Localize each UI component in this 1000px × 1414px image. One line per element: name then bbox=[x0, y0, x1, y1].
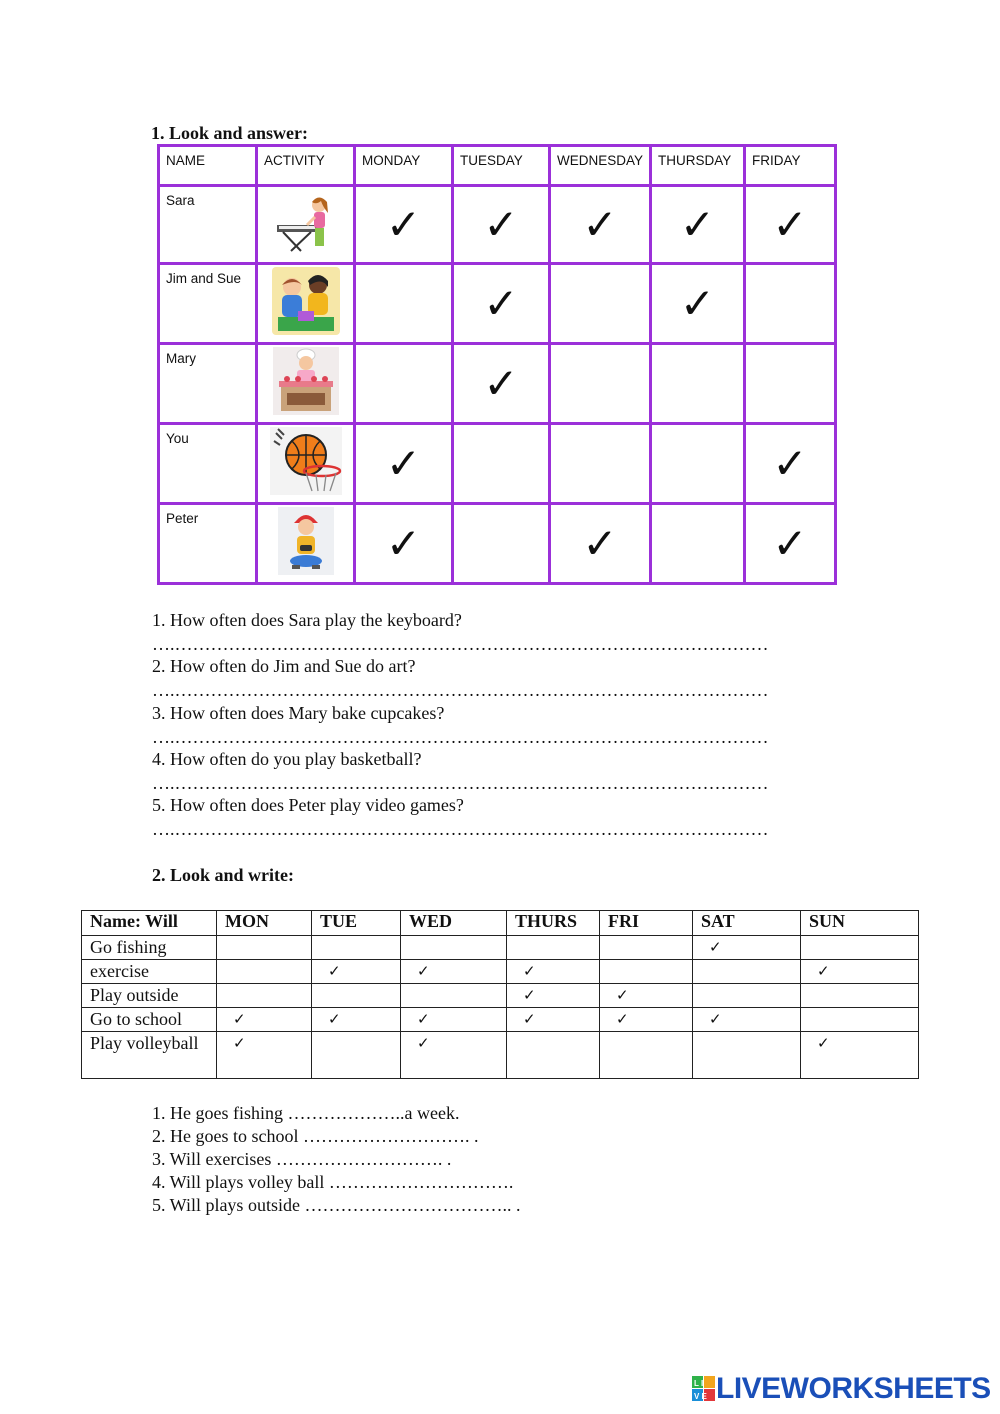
question-4: 4. How often do you play basketball? bbox=[152, 749, 422, 769]
check-thursday bbox=[651, 344, 745, 424]
check-icon: ✓ bbox=[385, 518, 422, 568]
check-icon: ✓ bbox=[483, 278, 519, 328]
col-header: THURSDAY bbox=[651, 146, 745, 186]
question-5: 5. How often does Peter play video games? bbox=[152, 795, 464, 815]
check-icon: ✓ bbox=[417, 1010, 430, 1028]
row-name: You bbox=[159, 424, 257, 504]
row-name: Mary bbox=[159, 344, 257, 424]
col-header: FRIDAY bbox=[745, 146, 836, 186]
check-icon: ✓ bbox=[233, 1034, 246, 1052]
will-schedule-table bbox=[81, 910, 919, 1079]
activity-cell: Go to school bbox=[82, 1008, 217, 1032]
day-cell bbox=[801, 960, 919, 984]
check-icon: ✓ bbox=[328, 962, 341, 980]
check-icon: ✓ bbox=[417, 1034, 430, 1052]
logo-badge-text: L I bbox=[694, 1379, 704, 1388]
day-cell bbox=[507, 1008, 600, 1032]
sentence-3[interactable]: 3. Will exercises ………………………. . bbox=[152, 1149, 452, 1169]
table-row bbox=[82, 960, 919, 984]
check-icon: ✓ bbox=[523, 986, 536, 1004]
check-monday bbox=[355, 344, 453, 424]
table-row bbox=[159, 424, 836, 504]
day-cell bbox=[401, 1032, 507, 1079]
col-header: FRI bbox=[600, 911, 693, 936]
check-friday bbox=[745, 504, 836, 584]
col-header: NAME bbox=[159, 146, 257, 186]
col-header: MON bbox=[217, 911, 312, 936]
day-cell bbox=[801, 1032, 919, 1079]
table-row bbox=[159, 344, 836, 424]
day-cell bbox=[693, 1032, 801, 1079]
check-icon: ✓ bbox=[709, 938, 722, 956]
check-icon: ✓ bbox=[616, 1010, 629, 1028]
activity-schedule-table bbox=[157, 144, 837, 585]
col-header: Name: Will bbox=[82, 911, 217, 936]
activity-cell: Go fishing bbox=[82, 936, 217, 960]
day-cell bbox=[600, 984, 693, 1008]
check-wednesday bbox=[550, 264, 651, 344]
answer-line-5[interactable]: ….……………………………………………………………………………………… bbox=[152, 819, 769, 839]
keyboard-player-icon bbox=[257, 186, 355, 264]
check-tuesday bbox=[453, 504, 550, 584]
day-cell bbox=[507, 1032, 600, 1079]
check-icon: ✓ bbox=[417, 962, 430, 980]
svg-text:V E: V E bbox=[694, 1392, 707, 1401]
check-icon: ✓ bbox=[817, 1034, 830, 1052]
basketball-icon bbox=[257, 424, 355, 504]
answer-line-2[interactable]: ….……………………………………………………………………………………… bbox=[152, 680, 769, 700]
check-icon: ✓ bbox=[483, 358, 519, 408]
day-cell bbox=[600, 960, 693, 984]
question-2: 2. How often do Jim and Sue do art? bbox=[152, 656, 416, 676]
answer-line-1[interactable]: ….……………………………………………………………………………………… bbox=[152, 634, 769, 654]
day-cell bbox=[217, 936, 312, 960]
check-tuesday bbox=[453, 264, 550, 344]
day-cell bbox=[507, 984, 600, 1008]
liveworksheets-logo[interactable] bbox=[692, 1372, 991, 1406]
day-cell bbox=[600, 936, 693, 960]
day-cell bbox=[401, 1008, 507, 1032]
table-header-row bbox=[159, 146, 836, 186]
table-row bbox=[82, 936, 919, 960]
baking-cupcakes-icon bbox=[257, 344, 355, 424]
day-cell bbox=[217, 1032, 312, 1079]
day-cell bbox=[600, 1008, 693, 1032]
day-cell bbox=[507, 936, 600, 960]
check-icon: ✓ bbox=[772, 518, 808, 568]
check-icon: ✓ bbox=[385, 438, 422, 488]
table-row bbox=[82, 1008, 919, 1032]
day-cell bbox=[693, 984, 801, 1008]
day-cell bbox=[217, 984, 312, 1008]
col-header: MONDAY bbox=[355, 146, 453, 186]
check-tuesday bbox=[453, 344, 550, 424]
table-row bbox=[159, 264, 836, 344]
day-cell bbox=[312, 936, 401, 960]
activity-cell: exercise bbox=[82, 960, 217, 984]
day-cell bbox=[312, 960, 401, 984]
check-friday bbox=[745, 264, 836, 344]
day-cell bbox=[600, 1032, 693, 1079]
check-icon: ✓ bbox=[772, 199, 808, 249]
activity-cell: Play outside bbox=[82, 984, 217, 1008]
day-cell bbox=[801, 984, 919, 1008]
check-monday bbox=[355, 424, 453, 504]
check-icon: ✓ bbox=[523, 962, 536, 980]
day-cell bbox=[401, 936, 507, 960]
table-row bbox=[159, 504, 836, 584]
answer-line-4[interactable]: ….……………………………………………………………………………………… bbox=[152, 773, 769, 793]
check-icon: ✓ bbox=[233, 1010, 246, 1028]
check-wednesday bbox=[550, 424, 651, 504]
day-cell bbox=[312, 1032, 401, 1079]
check-icon: ✓ bbox=[385, 199, 422, 249]
day-cell bbox=[217, 960, 312, 984]
check-thursday bbox=[651, 264, 745, 344]
check-icon: ✓ bbox=[523, 1010, 536, 1028]
check-monday bbox=[355, 504, 453, 584]
day-cell bbox=[401, 960, 507, 984]
sentence-2[interactable]: 2. He goes to school ………………………. . bbox=[152, 1126, 479, 1146]
day-cell bbox=[217, 1008, 312, 1032]
col-header: WED bbox=[401, 911, 507, 936]
check-wednesday bbox=[550, 344, 651, 424]
day-cell bbox=[693, 960, 801, 984]
day-cell bbox=[401, 984, 507, 1008]
day-cell bbox=[312, 1008, 401, 1032]
answer-line-3[interactable]: ….……………………………………………………………………………………… bbox=[152, 727, 769, 747]
day-cell bbox=[312, 984, 401, 1008]
row-name: Sara bbox=[159, 186, 257, 264]
check-thursday bbox=[651, 186, 745, 264]
sentence-1[interactable]: 1. He goes fishing ………………..a week. bbox=[152, 1103, 460, 1123]
check-icon: ✓ bbox=[582, 199, 618, 249]
check-icon: ✓ bbox=[772, 438, 808, 488]
check-tuesday bbox=[453, 186, 550, 264]
row-name: Peter bbox=[159, 504, 257, 584]
table-row bbox=[82, 984, 919, 1008]
row-name: Jim and Sue bbox=[159, 264, 257, 344]
check-friday bbox=[745, 424, 836, 504]
check-monday bbox=[355, 264, 453, 344]
section2-heading: 2. Look and write: bbox=[152, 865, 295, 885]
sentence-5[interactable]: 5. Will plays outside …………………………….. . bbox=[152, 1195, 521, 1215]
col-header: SUN bbox=[801, 911, 919, 936]
question-1: 1. How often does Sara play the keyboard? bbox=[152, 610, 462, 630]
video-game-boy-icon bbox=[257, 504, 355, 584]
check-friday bbox=[745, 344, 836, 424]
day-cell bbox=[693, 1008, 801, 1032]
day-cell bbox=[801, 1008, 919, 1032]
check-icon: ✓ bbox=[582, 518, 618, 568]
day-cell bbox=[507, 960, 600, 984]
check-thursday bbox=[651, 504, 745, 584]
logo-badge-icon bbox=[692, 1376, 716, 1402]
col-header: THURS bbox=[507, 911, 600, 936]
col-header: ACTIVITY bbox=[257, 146, 355, 186]
check-icon: ✓ bbox=[709, 1010, 722, 1028]
check-wednesday bbox=[550, 186, 651, 264]
check-thursday bbox=[651, 424, 745, 504]
col-header: TUE bbox=[312, 911, 401, 936]
activity-cell: Play volleyball bbox=[82, 1032, 217, 1079]
check-icon: ✓ bbox=[679, 278, 716, 328]
table-row bbox=[159, 186, 836, 264]
table-header-row bbox=[82, 911, 919, 936]
day-cell bbox=[693, 936, 801, 960]
logo-text: LIVEWORKSHEETS bbox=[716, 1372, 991, 1405]
check-tuesday bbox=[453, 424, 550, 504]
table-row bbox=[82, 1032, 919, 1079]
check-icon: ✓ bbox=[616, 986, 629, 1004]
kids-art-icon bbox=[257, 264, 355, 344]
col-header: TUESDAY bbox=[453, 146, 550, 186]
sentence-4[interactable]: 4. Will plays volley ball …………………………. bbox=[152, 1172, 514, 1192]
check-friday bbox=[745, 186, 836, 264]
check-icon: ✓ bbox=[817, 962, 830, 980]
section1-heading: 1. Look and answer: bbox=[151, 123, 309, 143]
check-icon: ✓ bbox=[328, 1010, 341, 1028]
day-cell bbox=[801, 936, 919, 960]
question-3: 3. How often does Mary bake cupcakes? bbox=[152, 703, 445, 723]
check-icon: ✓ bbox=[679, 199, 716, 249]
check-wednesday bbox=[550, 504, 651, 584]
check-icon: ✓ bbox=[483, 199, 519, 249]
col-header: SAT bbox=[693, 911, 801, 936]
col-header: WEDNESDAY bbox=[550, 146, 651, 186]
check-monday bbox=[355, 186, 453, 264]
